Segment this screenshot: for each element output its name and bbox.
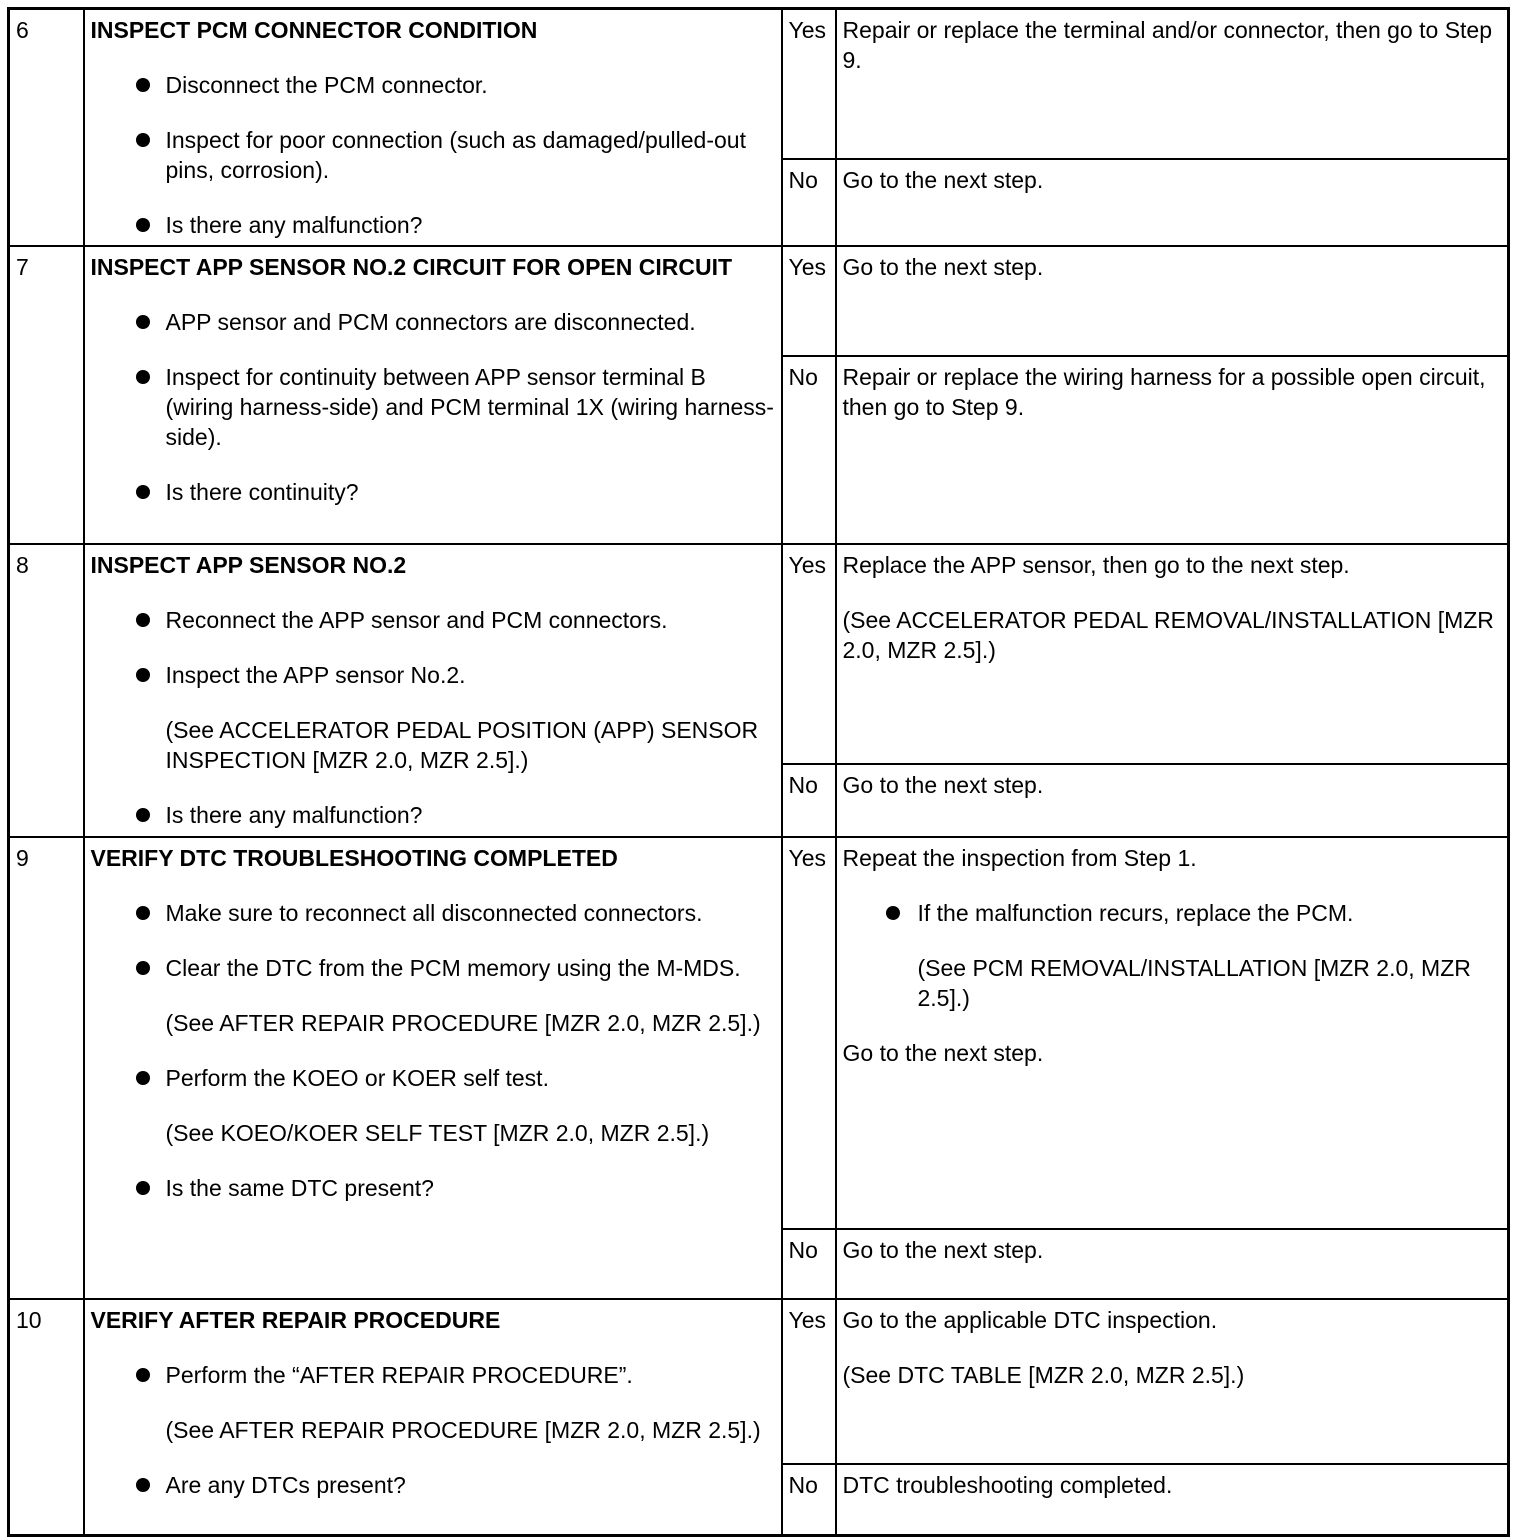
bullet-text: Is there continuity? (165, 479, 359, 505)
step-inspection (84, 1299, 782, 1535)
bullet-text: Disconnect the PCM connector. (165, 72, 488, 98)
bullet-item (91, 70, 775, 100)
action-text: Replace the APP sensor, then go to the next step. (842, 552, 1350, 578)
step-title: INSPECT APP SENSOR NO.2 CIRCUIT FOR OPEN CIRCUIT (90, 254, 733, 280)
bullet-item (91, 125, 775, 185)
step-row-7 (9, 246, 1509, 356)
action-text: Repair or replace the wiring harness for a possible open circuit, then go to Step 9. (842, 364, 1486, 420)
bullet-item (91, 953, 775, 1038)
bullet-text: Is there any malfunction? (165, 802, 423, 828)
bullet-text: Reconnect the APP sensor and PCM connectors. (165, 607, 668, 633)
no-action (836, 1464, 1509, 1535)
bullet-item (91, 1470, 775, 1500)
step-bullet-list (91, 1360, 775, 1500)
bullet-dot-icon (136, 961, 150, 975)
step-title: VERIFY AFTER REPAIR PROCEDURE (90, 1307, 501, 1333)
no-label: No (782, 764, 836, 837)
step-number: 6 (9, 9, 84, 247)
no-action (836, 159, 1509, 246)
yes-action (836, 837, 1509, 1229)
step-bullet-list (91, 307, 775, 507)
bullet-dot-icon (136, 906, 150, 920)
step-inspection (84, 9, 782, 247)
bullet-reference: (See PCM REMOVAL/INSTALLATION [MZR 2.0, MZR 2.5].) (917, 955, 1471, 1011)
action-text: Go to the next step. (842, 254, 1044, 280)
bullet-dot-icon (136, 78, 150, 92)
step-bullet-list (91, 70, 775, 240)
step-title: INSPECT PCM CONNECTOR CONDITION (90, 17, 538, 43)
bullet-reference: (See KOEO/KOER SELF TEST [MZR 2.0, MZR 2.5].) (165, 1120, 710, 1146)
bullet-dot-icon (886, 906, 900, 920)
step-number: 8 (9, 544, 84, 837)
diagnostic-procedure-table (7, 7, 1510, 1537)
bullet-dot-icon (136, 1368, 150, 1382)
bullet-reference: (See ACCELERATOR PEDAL POSITION (APP) SENSOR INSPECTION [MZR 2.0, MZR 2.5].) (165, 717, 759, 773)
action-text: DTC troubleshooting completed. (842, 1472, 1173, 1498)
no-action (836, 1229, 1509, 1299)
bullet-text: Inspect the APP sensor No.2. (165, 662, 466, 688)
bullet-text: APP sensor and PCM connectors are disconnected. (165, 309, 696, 335)
yes-label: Yes (782, 246, 836, 356)
step-row-6 (9, 9, 1509, 159)
bullet-dot-icon (136, 668, 150, 682)
bullet-dot-icon (136, 133, 150, 147)
yes-action (836, 246, 1509, 356)
action-text: Repair or replace the terminal and/or connector, then go to Step 9. (842, 17, 1493, 73)
bullet-item (91, 1173, 775, 1203)
step-row-10 (9, 1299, 1509, 1464)
yes-label: Yes (782, 544, 836, 764)
step-number: 9 (9, 837, 84, 1299)
bullet-item (91, 1360, 775, 1445)
step-bullet-list (91, 898, 775, 1203)
bullet-item (843, 898, 1502, 1013)
yes-action (836, 1299, 1509, 1464)
step-number: 10 (9, 1299, 84, 1535)
step-inspection (84, 544, 782, 837)
bullet-dot-icon (136, 613, 150, 627)
bullet-text: Inspect for continuity between APP sensor terminal B (wiring harness-side) and PCM terminal 1X (wiring harness-side). (165, 364, 774, 450)
bullet-text: Is there any malfunction? (165, 212, 423, 238)
step-number: 7 (9, 246, 84, 544)
bullet-reference: (See AFTER REPAIR PROCEDURE [MZR 2.0, MZR 2.5].) (165, 1417, 761, 1443)
action-text: Go to the applicable DTC inspection. (842, 1307, 1218, 1333)
bullet-item (91, 898, 775, 928)
bullet-dot-icon (136, 1181, 150, 1195)
bullet-item (91, 307, 775, 337)
action-text: Go to the next step. (842, 1040, 1044, 1066)
bullet-item (91, 800, 775, 830)
action-bullet-list (843, 898, 1502, 1013)
bullet-dot-icon (136, 808, 150, 822)
bullet-text: Inspect for poor connection (such as damaged/pulled-out pins, corrosion). (165, 127, 746, 183)
bullet-reference: (See AFTER REPAIR PROCEDURE [MZR 2.0, MZR 2.5].) (165, 1010, 761, 1036)
yes-label: Yes (782, 9, 836, 159)
no-action (836, 356, 1509, 544)
step-row-9 (9, 837, 1509, 1229)
bullet-dot-icon (136, 1478, 150, 1492)
bullet-dot-icon (136, 485, 150, 499)
yes-action (836, 9, 1509, 159)
bullet-item (91, 477, 775, 507)
bullet-item (91, 660, 775, 775)
bullet-dot-icon (136, 1071, 150, 1085)
bullet-dot-icon (136, 370, 150, 384)
no-label: No (782, 1229, 836, 1299)
step-title: VERIFY DTC TROUBLESHOOTING COMPLETED (90, 845, 618, 871)
no-label: No (782, 356, 836, 544)
bullet-text: If the malfunction recurs, replace the PCM. (917, 900, 1354, 926)
step-bullet-list (91, 605, 775, 830)
bullet-item (91, 210, 775, 240)
step-row-8 (9, 544, 1509, 764)
action-text: Go to the next step. (842, 1237, 1044, 1263)
action-reference: (See ACCELERATOR PEDAL REMOVAL/INSTALLATION [MZR 2.0, MZR 2.5].) (842, 607, 1494, 663)
yes-action (836, 544, 1509, 764)
bullet-text: Is the same DTC present? (165, 1175, 434, 1201)
yes-label: Yes (782, 1299, 836, 1464)
action-reference: (See DTC TABLE [MZR 2.0, MZR 2.5].) (842, 1362, 1245, 1388)
bullet-text: Clear the DTC from the PCM memory using the M-MDS. (165, 955, 741, 981)
bullet-dot-icon (136, 218, 150, 232)
step-inspection (84, 246, 782, 544)
bullet-text: Make sure to reconnect all disconnected connectors. (165, 900, 703, 926)
bullet-item (91, 605, 775, 635)
bullet-item (91, 362, 775, 452)
action-text: Go to the next step. (842, 166, 1044, 193)
step-title: INSPECT APP SENSOR NO.2 (90, 552, 407, 578)
bullet-item (91, 1063, 775, 1148)
no-label: No (782, 159, 836, 246)
bullet-dot-icon (136, 315, 150, 329)
action-text: Repeat the inspection from Step 1. (842, 845, 1197, 871)
bullet-text: Are any DTCs present? (165, 1472, 406, 1498)
bullet-text: Perform the “AFTER REPAIR PROCEDURE”. (165, 1362, 633, 1388)
yes-label: Yes (782, 837, 836, 1229)
action-text: Go to the next step. (842, 772, 1044, 798)
no-action (836, 764, 1509, 837)
bullet-text: Perform the KOEO or KOER self test. (165, 1065, 549, 1091)
step-inspection (84, 837, 782, 1299)
no-label: No (782, 1464, 836, 1535)
